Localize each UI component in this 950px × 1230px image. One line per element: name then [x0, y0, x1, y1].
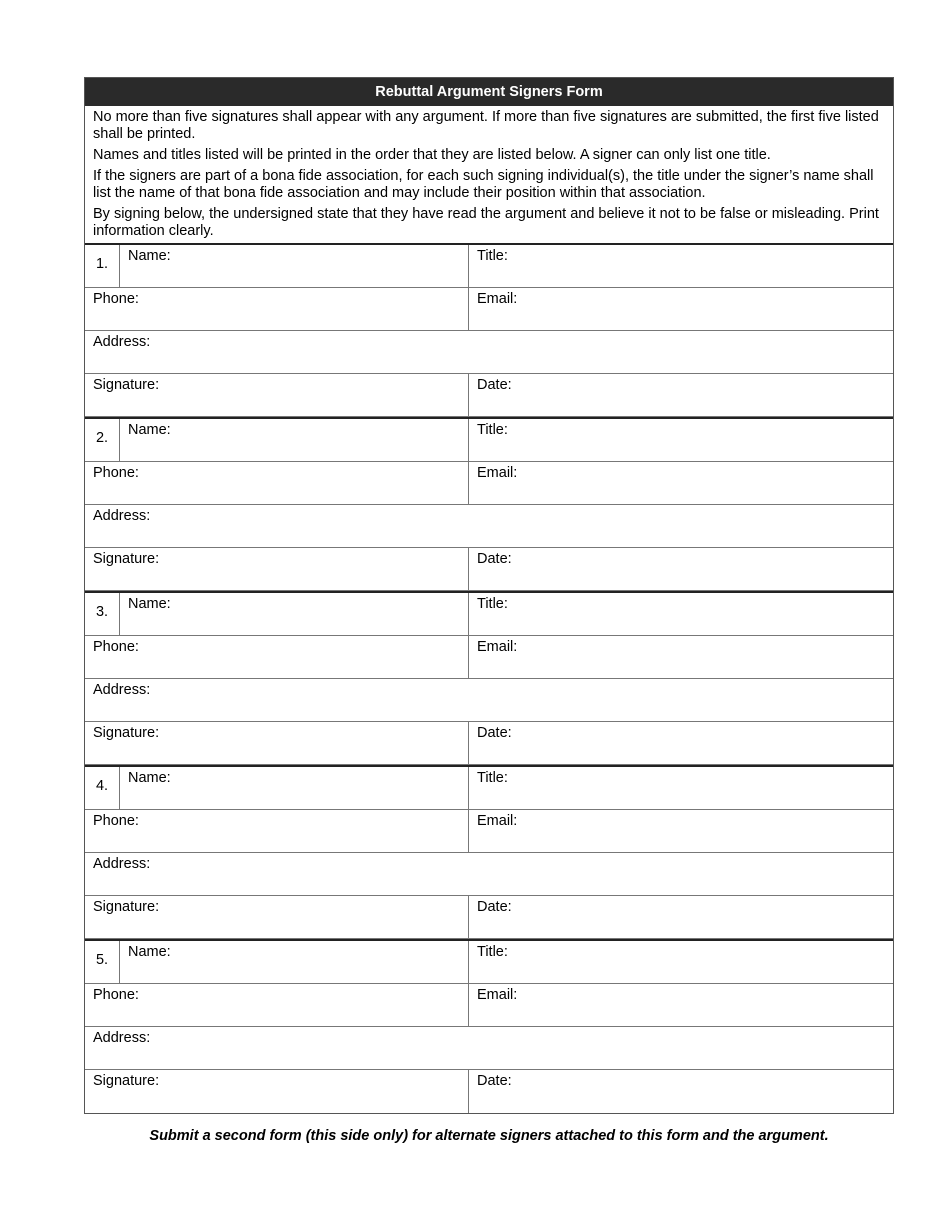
address-row — [85, 679, 893, 722]
signer-block-4 — [85, 767, 893, 941]
signature-date-row — [85, 1070, 893, 1113]
signature-label: Signature: — [93, 1073, 160, 1089]
signature-label: Signature: — [93, 899, 160, 915]
signature-label: Signature: — [93, 377, 160, 393]
signature-date-row — [85, 722, 893, 765]
title-field[interactable] — [469, 419, 893, 461]
email-label: Email: — [477, 987, 518, 1003]
signature-date-row — [85, 548, 893, 591]
phone-label: Phone: — [93, 987, 139, 1003]
email-field[interactable] — [469, 984, 893, 1026]
email-field[interactable] — [469, 636, 893, 678]
title-field[interactable] — [469, 245, 893, 287]
signature-date-row — [85, 896, 893, 939]
title-field[interactable] — [469, 593, 893, 635]
signer-number: 2. — [85, 419, 120, 461]
phone-label: Phone: — [93, 465, 139, 481]
signer-block-2 — [85, 419, 893, 593]
title-label: Title: — [477, 248, 508, 264]
name-field[interactable] — [120, 767, 469, 809]
phone-label: Phone: — [93, 813, 139, 829]
signer-number: 5. — [85, 941, 120, 983]
date-field[interactable] — [469, 548, 893, 590]
phone-email-row — [85, 462, 893, 505]
name-title-row — [85, 593, 893, 636]
date-field[interactable] — [469, 722, 893, 764]
email-label: Email: — [477, 465, 518, 481]
name-field[interactable] — [120, 593, 469, 635]
name-title-row — [85, 245, 893, 288]
signers-list — [85, 245, 893, 1113]
instruction-4: By signing below, the undersigned state that they have read the argument and believe it not to be false or misleading. Print information clearly. — [93, 206, 879, 239]
date-label: Date: — [477, 1073, 512, 1089]
address-row — [85, 331, 893, 374]
signer-block-5 — [85, 941, 893, 1113]
phone-field[interactable] — [85, 288, 469, 330]
name-title-row — [85, 767, 893, 810]
email-label: Email: — [477, 639, 518, 655]
address-label: Address: — [93, 1030, 151, 1046]
signer-number: 1. — [85, 245, 120, 287]
phone-field[interactable] — [85, 984, 469, 1026]
signature-field[interactable] — [85, 548, 469, 590]
email-field[interactable] — [469, 810, 893, 852]
address-label: Address: — [93, 508, 151, 524]
date-label: Date: — [477, 725, 512, 741]
phone-email-row — [85, 810, 893, 853]
title-field[interactable] — [469, 767, 893, 809]
name-label: Name: — [128, 596, 171, 612]
address-row — [85, 853, 893, 896]
phone-label: Phone: — [93, 291, 139, 307]
date-label: Date: — [477, 377, 512, 393]
name-label: Name: — [128, 944, 171, 960]
name-title-row — [85, 941, 893, 984]
address-field[interactable] — [85, 853, 893, 895]
signature-label: Signature: — [93, 725, 160, 741]
address-label: Address: — [93, 334, 151, 350]
address-field[interactable] — [85, 679, 893, 721]
form-title: Rebuttal Argument Signers Form — [85, 78, 893, 106]
signer-block-3 — [85, 593, 893, 767]
phone-field[interactable] — [85, 462, 469, 504]
title-label: Title: — [477, 596, 508, 612]
date-field[interactable] — [469, 374, 893, 416]
signer-number: 3. — [85, 593, 120, 635]
signer-number: 4. — [85, 767, 120, 809]
phone-email-row — [85, 288, 893, 331]
address-row — [85, 1027, 893, 1070]
address-field[interactable] — [85, 505, 893, 547]
address-label: Address: — [93, 682, 151, 698]
signature-field[interactable] — [85, 722, 469, 764]
name-field[interactable] — [120, 245, 469, 287]
instruction-1: No more than five signatures shall appear with any argument. If more than five signatures are submitted, the first five listed shall be printed. — [93, 109, 879, 142]
signature-date-row — [85, 374, 893, 417]
name-label: Name: — [128, 248, 171, 264]
date-label: Date: — [477, 899, 512, 915]
title-label: Title: — [477, 770, 508, 786]
name-label: Name: — [128, 770, 171, 786]
signature-field[interactable] — [85, 374, 469, 416]
signature-field[interactable] — [85, 896, 469, 938]
email-field[interactable] — [469, 288, 893, 330]
date-field[interactable] — [469, 896, 893, 938]
title-field[interactable] — [469, 941, 893, 983]
email-field[interactable] — [469, 462, 893, 504]
email-label: Email: — [477, 291, 518, 307]
instructions — [85, 106, 893, 245]
date-field[interactable] — [469, 1070, 893, 1113]
phone-email-row — [85, 984, 893, 1027]
phone-email-row — [85, 636, 893, 679]
phone-field[interactable] — [85, 636, 469, 678]
name-label: Name: — [128, 422, 171, 438]
phone-field[interactable] — [85, 810, 469, 852]
address-field[interactable] — [85, 1027, 893, 1069]
phone-label: Phone: — [93, 639, 139, 655]
name-title-row — [85, 419, 893, 462]
signers-form — [84, 77, 894, 1114]
title-label: Title: — [477, 944, 508, 960]
instruction-3: If the signers are part of a bona fide association, for each such signing individual(s), the title under the signer’s name shall list the name of that bona fide association and may include their position within that association. — [93, 168, 874, 201]
address-row — [85, 505, 893, 548]
email-label: Email: — [477, 813, 518, 829]
footer-note: Submit a second form (this side only) for alternate signers attached to this form and the argument. — [149, 1128, 829, 1144]
instruction-2: Names and titles listed will be printed in the order that they are listed below. A signer can only list one title. — [93, 147, 771, 163]
address-label: Address: — [93, 856, 151, 872]
address-field[interactable] — [85, 331, 893, 373]
signature-field[interactable] — [85, 1070, 469, 1113]
signer-block-1 — [85, 245, 893, 419]
name-field[interactable] — [120, 419, 469, 461]
signature-label: Signature: — [93, 551, 160, 567]
name-field[interactable] — [120, 941, 469, 983]
title-label: Title: — [477, 422, 508, 438]
date-label: Date: — [477, 551, 512, 567]
